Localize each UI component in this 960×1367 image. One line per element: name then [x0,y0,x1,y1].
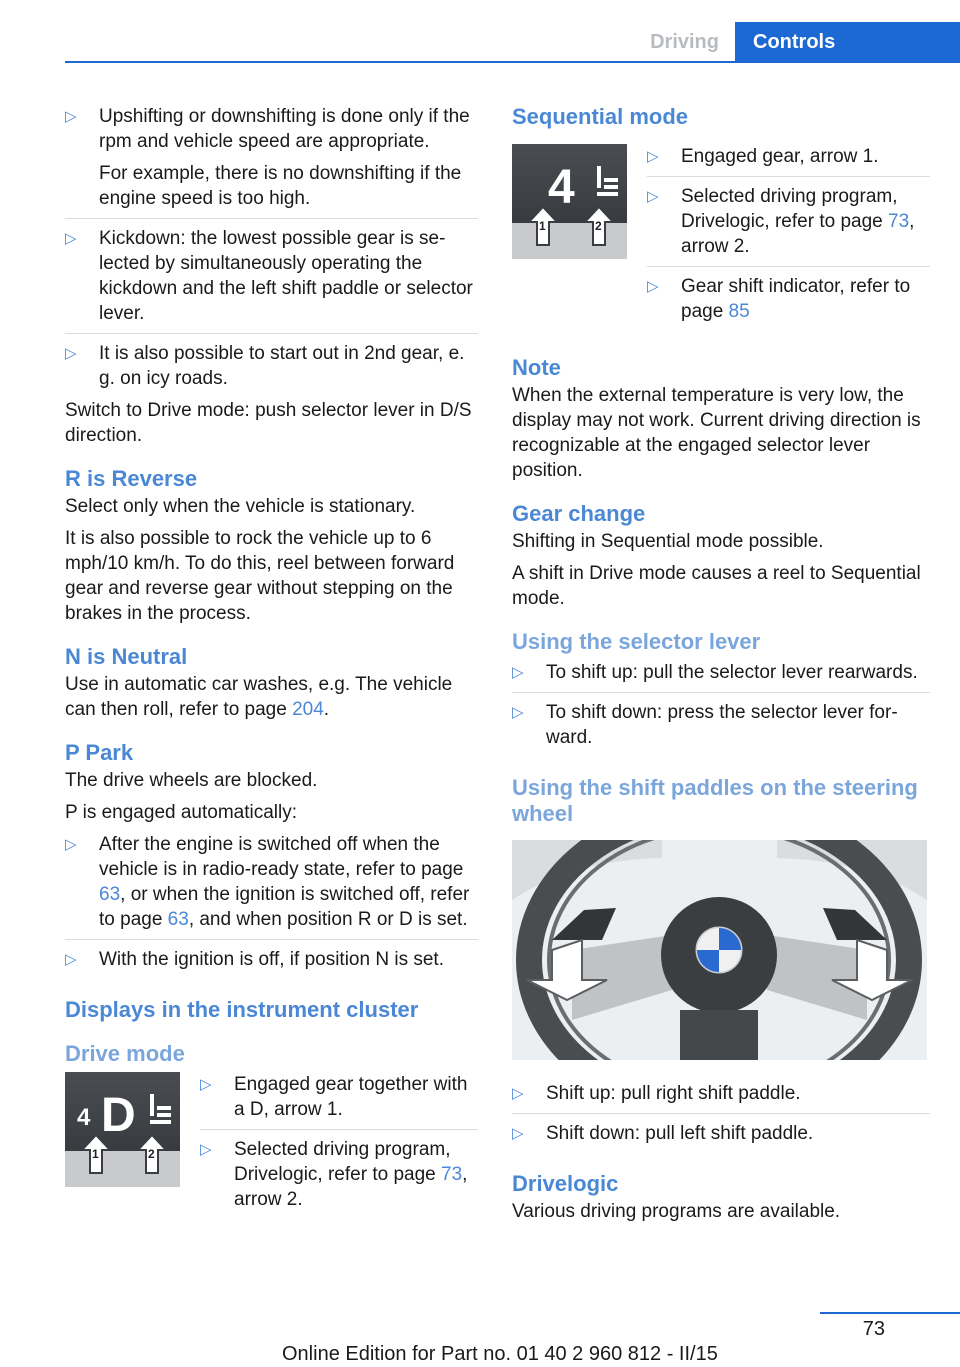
list-item [65,947,478,979]
header-chapter: Controls [735,22,960,62]
displays-heading: Displays in the instrument cluster [65,997,419,1022]
reverse-heading: R is Reverse [65,466,198,491]
bullet-text: Upshifting or downshifting is done only if the rpm and vehicle speed are appropriate. [99,106,470,152]
paddles-heading: Using the shift paddles on the steering wheel [512,775,918,826]
page-number: 73 [862,1318,885,1340]
sequential-figure-row [512,144,930,331]
sequential-cluster-display [512,144,627,259]
drive-program-icon [147,1094,175,1128]
bullet-text: Selected driving program, Drivelogic, refer to page 73, arrow 2. [234,1139,468,1210]
bullet-text: Shift up: pull right shift paddle. [546,1083,801,1104]
triangle-bullet-icon: ▷ [512,1125,524,1142]
page-link[interactable]: 63 [99,884,121,905]
paddles-bullet-list [512,1081,930,1153]
page-link[interactable]: 204 [292,699,324,720]
bullet-text: Shift down: pull left shift paddle. [546,1123,814,1144]
right-column [512,104,930,1231]
sequential-heading: Sequential mode [512,104,689,129]
arrow-1-label: 1 [539,219,546,233]
footer [0,1312,960,1365]
gear-change-heading: Gear change [512,501,646,526]
switch-text: Switch to Drive mode: push selector lever in D/S direction. [65,400,472,446]
drive-mode-letter: D [101,1089,136,1142]
page-link[interactable]: 73 [441,1164,463,1185]
bullet-text: With the ignition is off, if position N is set. [99,949,444,970]
triangle-bullet-icon: ▷ [647,278,659,295]
current-gear-number: 4 [77,1104,91,1131]
list-item [512,700,930,757]
triangle-bullet-icon: ▷ [65,836,77,853]
page-link[interactable]: 85 [728,301,750,322]
triangle-bullet-icon: ▷ [200,1141,212,1158]
bullet-text: Gear shift indicator, refer to page 85 [681,276,911,322]
bullet-text: After the engine is switched off when the vehicle is in radio-ready state, refer to page 63, or when the ignition is switched off, refer to page 63, and when position R or D is set. [99,834,470,930]
list-item [512,660,930,693]
page-link[interactable]: 73 [888,211,910,232]
drivelogic-heading: Drivelogic [512,1171,619,1196]
list-item [647,184,930,267]
park-heading: P Park [65,740,134,765]
list-item [65,226,478,334]
bullet-text: Engaged gear, arrow 1. [681,146,879,167]
triangle-bullet-icon: ▷ [647,148,659,165]
neutral-heading: N is Neutral [65,644,188,669]
drivelogic-text: Various driving programs are available. [512,1201,841,1222]
drive-program-icon [594,166,622,200]
list-item [512,1121,930,1153]
intro-bullet-list [65,104,478,398]
triangle-bullet-icon: ▷ [512,664,524,681]
arrow-1-label: 1 [92,1147,99,1161]
drive-mode-heading: Drive mode [65,1041,185,1066]
note-text: When the external temperature is very low, the display may not work. Current driving direction is recognizable at the engaged selector lever position. [512,385,921,481]
drive-mode-cluster-display [65,1072,180,1187]
selector-heading: Using the selector lever [512,629,761,654]
bullet-text: Kickdown: the lowest possible gear is selected by simultaneously operating the kickdown and the left shift paddle or selector lever. [99,228,473,324]
selector-bullet-list [512,660,930,757]
bullet-text: It is also possible to start out in 2nd gear, e. g. on icy roads. [99,343,465,389]
left-column [65,104,478,1229]
gear-change-text-1: Shifting in Sequential mode possible. [512,531,824,552]
reverse-text-1: Select only when the vehicle is stationary. [65,496,416,517]
arrow-2-label: 2 [148,1147,155,1161]
neutral-text: Use in automatic car washes, e.g. The vehicle can then roll, refer to page 204. [65,674,453,720]
list-item [65,832,478,940]
triangle-bullet-icon: ▷ [200,1076,212,1093]
triangle-bullet-icon: ▷ [65,108,77,125]
list-item [65,104,478,219]
page-link[interactable]: 63 [167,909,189,930]
drive-mode-bullet-list [200,1072,478,1219]
edition-text: Online Edition for Part no. 01 40 2 960 812 - II/15 [282,1343,718,1365]
sequential-bullet-list [647,144,930,331]
drive-mode-figure-row [65,1072,478,1219]
list-item [65,341,478,398]
triangle-bullet-icon: ▷ [512,1085,524,1102]
list-item [647,144,930,177]
park-bullet-list [65,832,478,979]
footer-rule [820,1312,960,1314]
sequential-gear-number: 4 [548,161,575,214]
triangle-bullet-icon: ▷ [512,704,524,721]
gear-change-text-2: A shift in Drive mode causes a reel to Sequential mode. [512,563,921,609]
triangle-bullet-icon: ▷ [65,230,77,247]
park-text-2: P is engaged automatically: [65,802,298,823]
reverse-text-2: It is also possible to rock the vehicle up to 6 mph/10 km/h. To do this, reel between forward gear and reverse gear without stepping on the brakes in the process. [65,528,455,624]
steering-wheel-image [512,840,927,1060]
list-item [200,1137,478,1219]
list-item [512,1081,930,1114]
list-item [200,1072,478,1130]
note-heading: Note [512,355,561,380]
header-section: Driving [650,31,719,53]
park-text-1: The drive wheels are blocked. [65,770,318,791]
bullet-text: For example, there is no downshifting if the engine speed is too high. [99,163,462,209]
triangle-bullet-icon: ▷ [647,188,659,205]
triangle-bullet-icon: ▷ [65,345,77,362]
bullet-text: Engaged gear together with a D, arrow 1. [234,1074,468,1120]
bullet-text: To shift down: press the selector lever forward. [546,702,898,748]
triangle-bullet-icon: ▷ [65,951,77,968]
arrow-2-label: 2 [595,219,602,233]
list-item [647,274,930,331]
bullet-text: To shift up: pull the selector lever rearwards. [546,662,918,683]
bullet-text: Selected driving program, Drivelogic, refer to page 73, arrow 2. [681,186,915,257]
